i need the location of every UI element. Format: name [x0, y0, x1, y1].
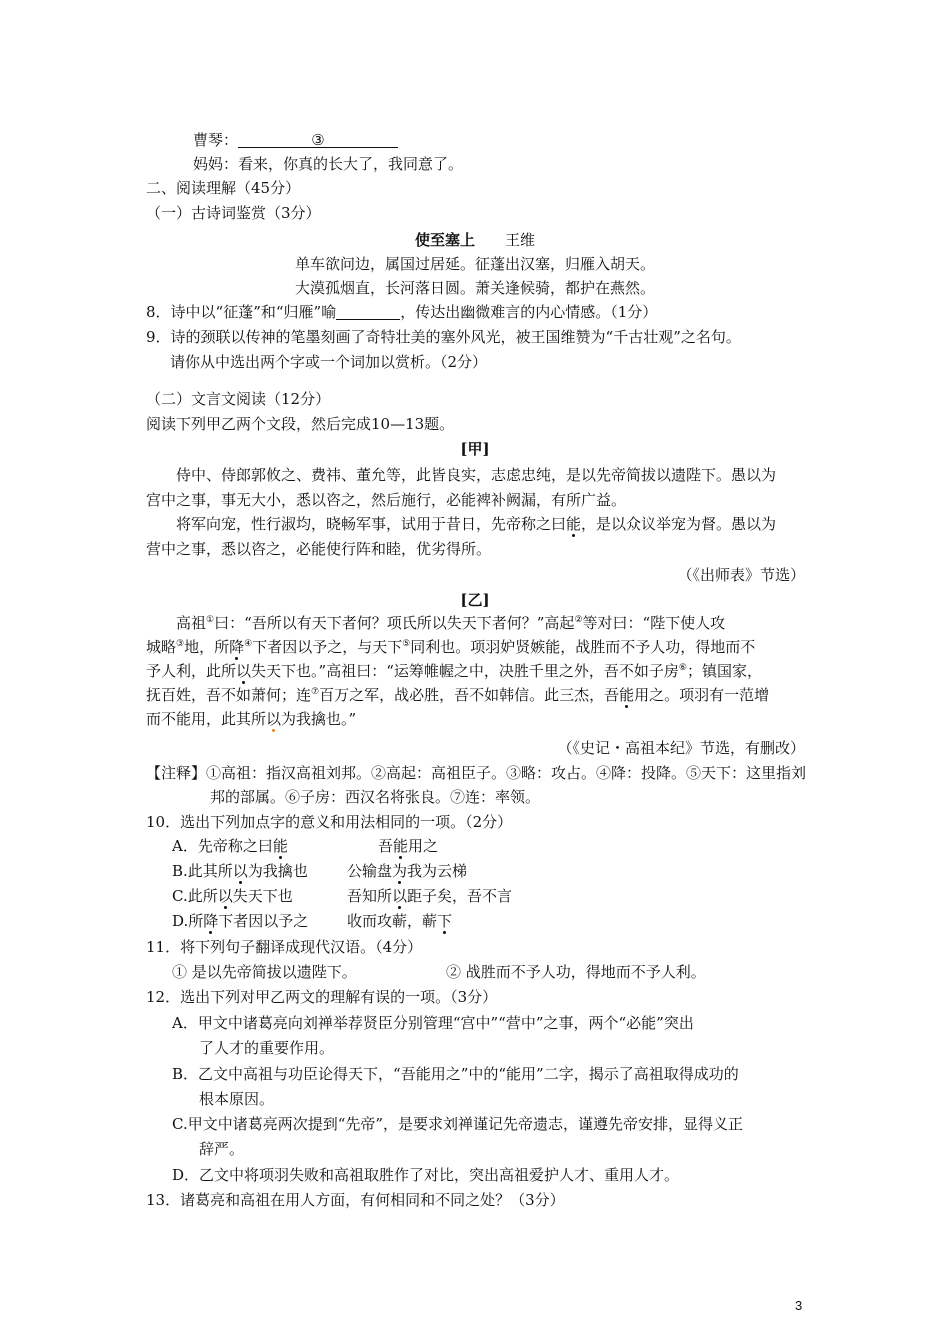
notes-line-2: 邦的部属。⑥子房：西汉名将张良。⑦连：率领。: [210, 788, 541, 806]
answer-blank-q8: [336, 302, 400, 320]
dotted-char: 以: [236, 662, 252, 680]
q10-option-a: A．先帝称之曰能: [172, 837, 288, 855]
part1-title: （一）古诗词鉴赏（3分）: [146, 204, 321, 222]
q12-option-c-line-1: C.甲文中诸葛亮两次提到“先帝”，是要求刘禅谨记先帝遗志，谨遵先帝安排，显得义正: [172, 1115, 744, 1133]
jia-heading: [甲]: [460, 440, 490, 458]
q10-option-d-2: 收而攻蕲，蕲下: [347, 912, 453, 930]
page-number: 3: [795, 1298, 803, 1313]
yi-line-4: 抚百姓，吾不如萧何；连⑦百万之军，战必胜，吾不如韩信。此三杰，吾能用之。项羽有一范增: [146, 686, 770, 704]
q12-option-a-line-1: A．甲文中诸葛亮向刘禅举荐贤臣分别管理“宫中”“营中”之事，两个“必能”突出: [172, 1014, 694, 1032]
speaker-caoqin: 曹琴：: [193, 131, 239, 149]
answer-blank-3: ③: [238, 130, 398, 148]
notes-line-1: 【注释】①高祖：指汉高祖刘邦。②高起：高祖臣子。③略：攻占。④降：投降。⑤天下：这里指刘: [146, 764, 807, 782]
yi-line-2: 城略③地，所降④下者因以予之，与天下⑤同利也。项羽妒贤嫉能，战胜而不予人功，得地而不: [146, 638, 756, 656]
q11-sentence-2: ② 战胜而不予人功，得地而不予人利。: [446, 963, 706, 981]
question-12: 12．选出下列对甲乙两文的理解有误的一项。（3分）: [146, 988, 498, 1006]
dotted-char: 能: [566, 515, 582, 533]
q10-option-a-2: 吾能用之: [378, 837, 439, 855]
yi-line-1: 高祖①曰：“吾所以有天下者何？项氏所以失天下者何？”高起②等对曰：“陛下使人攻: [176, 614, 726, 632]
q12-option-b-line-1: B．乙文中高祖与功臣论得天下，“吾能用之”中的“能用”二字，揭示了高祖取得成功的: [172, 1065, 739, 1083]
poem-title: 使至塞上: [414, 231, 475, 249]
question-9-line-2: 请你从中选出两个字或一个词加以赏析。（2分）: [170, 353, 488, 371]
question-13: 13．诸葛亮和高祖在用人方面，有何相同和不同之处？（3分）: [146, 1191, 565, 1209]
yi-line-5: 而不能用，此其所以为我擒也。”: [146, 710, 357, 728]
q10-option-b: B.此其所以为我擒也: [172, 862, 308, 880]
q12-option-c-line-2: 辞严。: [199, 1140, 245, 1158]
dotted-char: 以: [266, 710, 282, 728]
jia-source: （《出师表》节选）: [677, 566, 805, 584]
yi-source: （《史记・高祖本纪》节选，有删改）: [557, 739, 805, 757]
yi-line-3: 予人利，此所以失天下也。”高祖曰：“运筹帷幄之中，决胜千里之外，吾不如子房⑥；镇国家，: [146, 662, 762, 680]
q12-option-b-line-2: 根本原因。: [199, 1090, 275, 1108]
q12-option-a-line-2: 了人才的重要作用。: [199, 1039, 335, 1057]
q10-option-c-2: 吾知所以距子矣，吾不言: [347, 887, 513, 905]
jia-p2-line-1: 将军向宠，性行淑均，晓畅军事，试用于昔日，先帝称之曰能，是以众议举宠为督。愚以为: [176, 515, 777, 533]
jia-p1-line-2: 宫中之事，事无大小，悉以咨之，然后施行，必能裨补阙漏，有所广益。: [146, 491, 627, 509]
jia-p1-line-1: 侍中、侍郎郭攸之、费祎、董允等，此皆良实，志虑忠纯，是以先帝简拔以遗陛下。愚以为: [176, 466, 777, 484]
yi-heading: [乙]: [460, 591, 490, 609]
part2-title: （二）文言文阅读（12分）: [146, 390, 331, 408]
q11-sentence-1: ① 是以先帝简拔以遗陛下。: [172, 963, 357, 981]
question-9-line-1: 9．诗的颈联以传神的笔墨刻画了奇特壮美的塞外风光，被王国维赞为“千古壮观”之名句。: [146, 328, 741, 346]
q12-option-d: D．乙文中将项羽失败和高祖取胜作了对比，突出高祖爱护人才、重用人才。: [172, 1166, 680, 1184]
question-11: 11．将下列句子翻译成现代汉语。（4分）: [146, 938, 423, 956]
dialogue-caoqin: [193, 130, 398, 150]
dotted-char: 降: [229, 638, 245, 656]
part2-intro: 阅读下列甲乙两个文段，然后完成10—13题。: [146, 415, 455, 433]
jia-p2-line-2: 营中之事，悉以咨之，必能使行阵和睦，优劣得所。: [146, 540, 492, 558]
section-title: 二、阅读理解（45分）: [146, 179, 301, 197]
dotted-char: 能: [619, 686, 635, 704]
poem-header: [0, 230, 950, 250]
question-10: 10．选出下列加点字的意义和用法相同的一项。（2分）: [146, 813, 513, 831]
dialogue-mama: 妈妈：看来，你真的长大了，我同意了。: [193, 155, 464, 173]
question-8: 8．诗中以“征蓬”和“归雁”喻 ，传达出幽微难言的内心情感。（1分）: [146, 303, 658, 321]
poem-line-1: 单车欲问边，属国过居延。征蓬出汉塞，归雁入胡天。: [294, 255, 655, 273]
q10-option-c: C.此所以失天下也: [172, 887, 293, 905]
q10-option-d: D.所降下者因以予之: [172, 912, 309, 930]
poem-line-2: 大漠孤烟直，长河落日圆。萧关逢候骑，都护在燕然。: [294, 279, 655, 297]
poem-author: 王维: [505, 231, 536, 249]
q10-option-b-2: 公输盘为我为云梯: [347, 862, 468, 880]
